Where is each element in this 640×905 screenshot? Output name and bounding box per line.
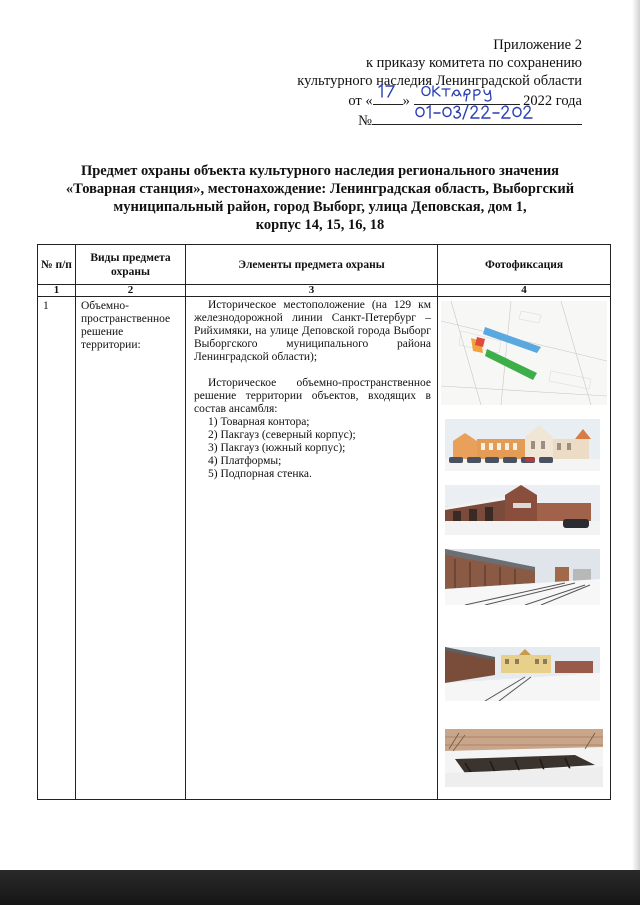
appendix-label: Приложение 2 — [493, 37, 582, 53]
scan-border — [0, 870, 640, 905]
order-number-blank — [372, 110, 582, 125]
site-plan-photo — [441, 301, 607, 405]
platform-photo — [445, 647, 600, 701]
row-number: 1 — [38, 297, 76, 800]
list-item: 5) Подпорная стенка. — [208, 468, 312, 480]
historical-location-text: Историческое местоположение (на 129 км железнодорожной линии Санкт-Петербург – Рийхимяки, на улице Деповской города Выборг Выборгского муниципального района Ленинградской области); — [194, 299, 431, 363]
protection-subject-table — [37, 244, 611, 800]
list-item: 2) Пакгауз (северный корпус); — [208, 429, 356, 441]
date-month-blank — [414, 90, 520, 105]
header-kind: Виды предмета охраны — [76, 245, 186, 285]
column-number-row — [38, 285, 611, 297]
photo-column — [438, 297, 611, 800]
warehouse-rail-photo — [445, 549, 600, 605]
list-item: 1) Товарная контора; — [208, 416, 310, 428]
column-number: 4 — [438, 285, 611, 297]
header-elements: Элементы предмета охраны — [186, 245, 438, 285]
column-number: 2 — [76, 285, 186, 297]
list-item: 3) Пакгауз (южный корпус); — [208, 442, 346, 454]
ensemble-objects-list — [194, 416, 431, 481]
header-photo: Фотофиксация — [438, 245, 611, 285]
protection-kind: Объемно-пространственное решение территории: — [76, 297, 186, 800]
table-row — [38, 297, 611, 800]
goods-office-photo — [445, 419, 600, 471]
protection-elements — [186, 297, 438, 800]
column-number: 3 — [186, 285, 438, 297]
warehouse-north-photo — [445, 485, 600, 535]
date-day-blank — [373, 90, 403, 105]
appendix-header — [292, 36, 582, 130]
table-header-row — [38, 245, 611, 285]
order-number-line: № — [292, 110, 582, 130]
order-date-line: от « » 2022 года — [292, 90, 582, 110]
spatial-solution-text: Историческое объемно-пространственное решение территории объектов, входящих в состав ансамбля: — [194, 377, 431, 415]
list-item: 4) Платформы; — [208, 455, 282, 467]
header-num: № п/п — [38, 245, 76, 285]
retaining-wall-photo — [445, 729, 603, 787]
column-number: 1 — [38, 285, 76, 297]
committee-name: культурного наследия Ленинградской области — [297, 73, 582, 89]
document-title: Предмет охраны объекта культурного наследия регионального значения «Товарная станция», местонахождение: Ленинградская область, Выборгский муниципальный район, город Выборг, улица Деповская, дом 1, корпус 14, 15, 16, 18 — [65, 163, 575, 233]
order-reference: к приказу комитета по сохранению — [365, 55, 582, 71]
